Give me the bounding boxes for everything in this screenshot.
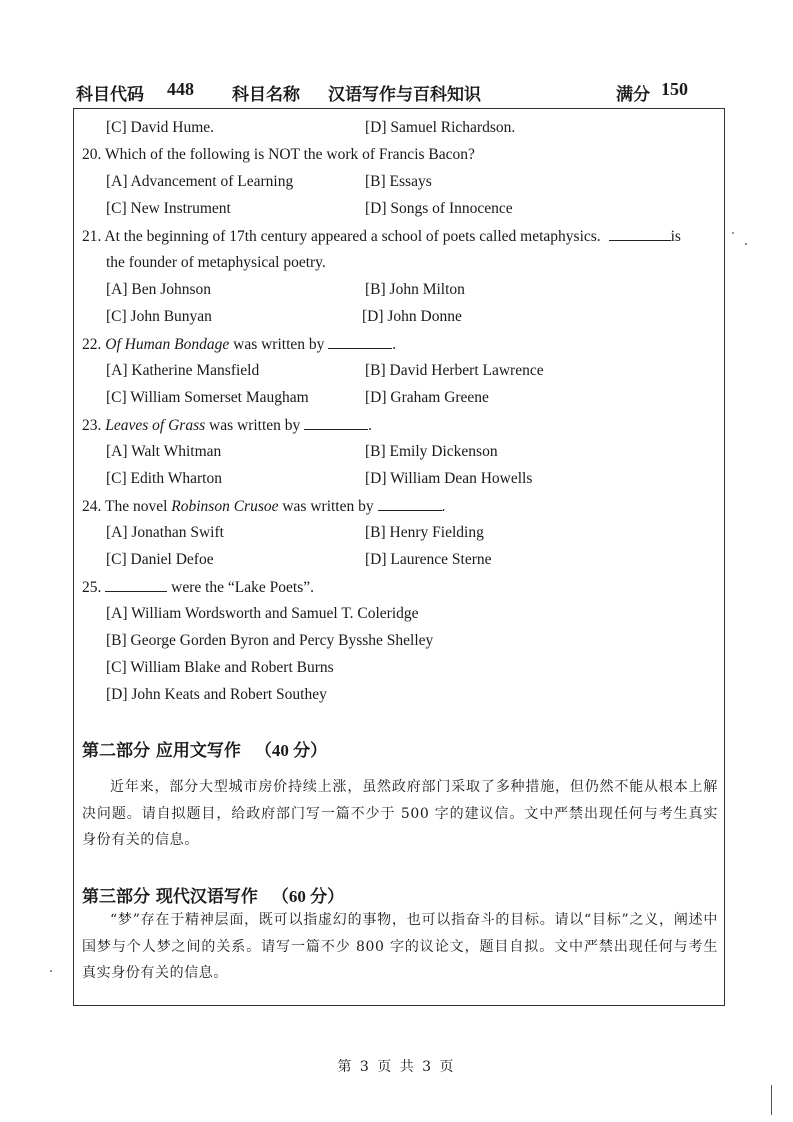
q19-option-c: [C] David Hume. (106, 119, 215, 136)
q25-number: 25. (82, 579, 102, 596)
q20-option-c: [C] New Instrument (106, 200, 231, 217)
subject-name-value: 汉语写作与百科知识 (328, 85, 481, 105)
q25-option-a: [A] William Wordsworth and Samuel T. Coleridge (106, 605, 419, 622)
q22-stem (82, 334, 396, 355)
q24-period: . (441, 498, 446, 515)
exam-header (76, 76, 716, 106)
part3-prompt: “梦”存在于精神层面，既可以指虚幻的事物，也可以指奋斗的目标。请以“目标”之义，阐述中国梦与个人梦之间的关系。请写一篇不少 800 字的议论文，题目自拟。文中严禁出现任何与考生真实身份有关的信息。 (82, 912, 718, 981)
q21-option-c: [C] John Bunyan (106, 308, 212, 325)
part2-heading (82, 736, 327, 761)
q24-stem (82, 496, 445, 517)
scan-speck (50, 970, 52, 972)
q23-number: 23. (82, 417, 102, 434)
part3-score: （60 分） (271, 887, 345, 906)
q21-answer-blank (609, 226, 671, 241)
q20-option-a: [A] Advancement of Learning (106, 173, 294, 190)
q23-answer-blank (304, 415, 368, 430)
q24-option-d: [D] Laurence Sterne (365, 551, 492, 568)
subject-code-value: 448 (167, 79, 194, 99)
q25-stem-tail: were the “Lake Poets”. (171, 579, 315, 596)
scan-speck (745, 243, 747, 245)
q21-option-d: [D] John Donne (362, 308, 462, 325)
q19-option-d: [D] Samuel Richardson. (365, 119, 516, 136)
q24-stem-tail: was written by (282, 498, 374, 515)
q21-stem (82, 226, 681, 247)
q23-stem (82, 415, 372, 436)
page-footer: 第 3 页 共 3 页 (337, 1059, 456, 1075)
q22-option-b: [B] David Herbert Lawrence (365, 362, 544, 379)
q24-option-b: [B] Henry Fielding (365, 524, 484, 541)
q25-option-d: [D] John Keats and Robert Southey (106, 686, 327, 703)
q20-option-b: [B] Essays (365, 173, 432, 190)
q22-stem-tail: was written by (233, 336, 325, 353)
full-score-label: 满分 (616, 85, 650, 105)
q25-option-c: [C] William Blake and Robert Burns (106, 659, 334, 676)
subject-code-label: 科目代码 (76, 85, 144, 105)
scan-speck (732, 232, 734, 234)
q21-option-a: [A] Ben Johnson (106, 281, 212, 298)
q24-answer-blank (378, 496, 442, 511)
q22-option-d: [D] Graham Greene (365, 389, 489, 406)
q23-stem-tail: was written by (209, 417, 301, 434)
q23-period: . (368, 417, 373, 434)
part3-title: 第三部分 现代汉语写作 (82, 887, 258, 907)
q22-option-c: [C] William Somerset Maugham (106, 389, 309, 406)
q25-stem (82, 577, 314, 598)
q25-answer-blank (105, 577, 167, 592)
q20-option-d: [D] Songs of Innocence (365, 200, 513, 217)
q23-option-b: [B] Emily Dickenson (365, 443, 498, 460)
q22-number: 22. (82, 336, 102, 353)
q21-option-b: [B] John Milton (365, 281, 465, 298)
part2-prompt: 近年来，部分大型城市房价持续上涨，虽然政府部门采取了多种措施，但仍然不能从根本上解决问题。请自拟题目，给政府部门写一篇不少于 500 字的建议信。文中严禁出现任何与考生真实身份有关的信息。 (82, 779, 718, 848)
q22-book-title: Of Human Bondage (105, 336, 230, 353)
q22-period: . (392, 336, 397, 353)
q23-book-title: Leaves of Grass (105, 417, 206, 434)
q21-stem-continued: the founder of metaphysical poetry. (106, 254, 326, 271)
q23-option-d: [D] William Dean Howells (365, 470, 533, 487)
part2-title: 第二部分 应用文写作 (82, 741, 241, 761)
q25-option-b: [B] George Gorden Byron and Percy Bysshe Shelley (106, 632, 434, 649)
q24-option-c: [C] Daniel Defoe (106, 551, 214, 568)
q24-option-a: [A] Jonathan Swift (106, 524, 224, 541)
part3-heading (82, 882, 344, 907)
scan-edge-mark (771, 1085, 772, 1115)
q22-answer-blank (328, 334, 392, 349)
q24-stem-head: 24. The novel (82, 498, 168, 515)
q22-option-a: [A] Katherine Mansfield (106, 362, 260, 379)
subject-name-label: 科目名称 (232, 85, 300, 105)
q21-stem-text: 21. At the beginning of 17th century appeared a school of poets called metaphysics. (82, 228, 601, 245)
full-score-value: 150 (661, 79, 688, 99)
q21-stem-is: is (670, 228, 681, 245)
q24-book-title: Robinson Crusoe (171, 498, 279, 515)
q20-stem: 20. Which of the following is NOT the work of Francis Bacon? (82, 146, 475, 163)
part2-score: （40 分） (254, 741, 328, 760)
q23-option-c: [C] Edith Wharton (106, 470, 222, 487)
q23-option-a: [A] Walt Whitman (106, 443, 222, 460)
